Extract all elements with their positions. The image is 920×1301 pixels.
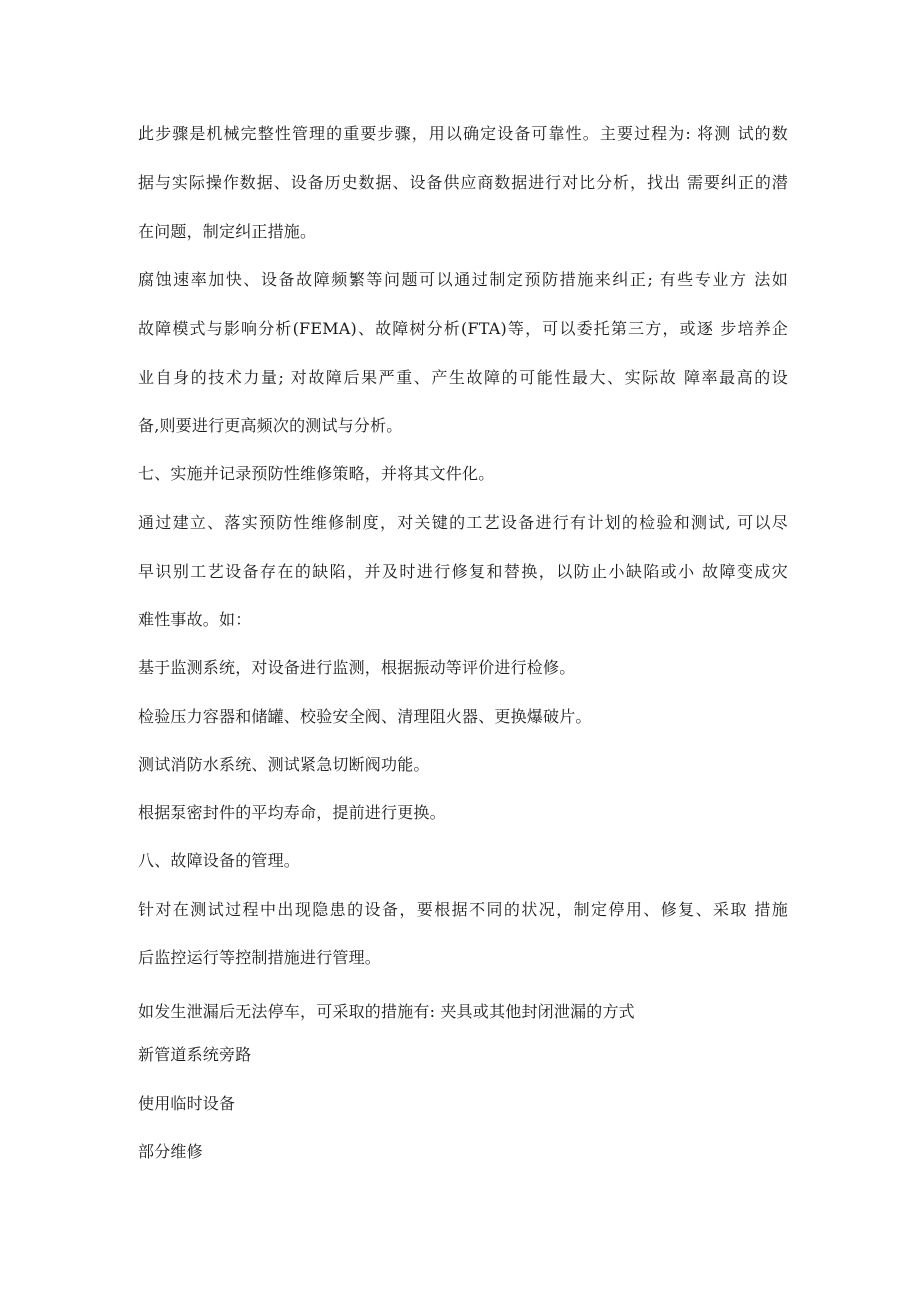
list-item: 根据泵密封件的平均寿命，提前进行更换。 bbox=[138, 803, 446, 822]
paragraph-line: 如发生泄漏后无法停车，可采取的措施有: 夹具或其他封闭泄漏的方式 bbox=[138, 1002, 635, 1021]
section-heading: 八、故障设备的管理。 bbox=[138, 851, 301, 870]
paragraph-line: 此步骤是机械完整性管理的重要步骤，用以确定设备可靠性。主要过程为: 将测 试的数 bbox=[138, 124, 788, 143]
paragraph-line: 故障模式与影响分析(FEMA)、故障树分析(FTA)等，可以委托第三方，或逐 步培养企 bbox=[138, 319, 788, 338]
section-heading: 七、实施并记录预防性维修策略，并将其文件化。 bbox=[138, 464, 495, 483]
paragraph-line: 腐蚀速率加快、设备故障频繁等问题可以通过制定预防措施来纠正; 有些专业方 法如 bbox=[138, 270, 788, 289]
list-item: 基于监测系统，对设备进行监测，根据振动等评价进行检修。 bbox=[138, 658, 576, 677]
paragraph-line: 通过建立、落实预防性维修制度，对关键的工艺设备进行有计划的检验和测试, 可以尽 bbox=[138, 513, 788, 532]
list-item: 新管道系统旁路 bbox=[138, 1045, 252, 1064]
paragraph-line: 备,则要进行更高频次的测试与分析。 bbox=[138, 416, 403, 435]
paragraph-line: 在问题，制定纠正措施。 bbox=[138, 222, 317, 241]
paragraph-line: 后监控运行等控制措施进行管理。 bbox=[138, 948, 382, 967]
paragraph-line: 早识别工艺设备存在的缺陷，并及时进行修复和替换，以防止小缺陷或小 故障变成灾 bbox=[138, 562, 788, 581]
list-item: 使用临时设备 bbox=[138, 1094, 236, 1113]
paragraph-line: 难性事故。如： bbox=[138, 610, 252, 629]
paragraph-line: 据与实际操作数据、设备历史数据、设备供应商数据进行对比分析，找出 需要纠正的潜 bbox=[138, 173, 788, 192]
list-item: 检验压力容器和储罐、校验安全阀、清理阻火器、更换爆破片。 bbox=[138, 707, 592, 726]
paragraph-line: 针对在测试过程中出现隐患的设备，要根据不同的状况，制定停用、修复、采取 措施 bbox=[138, 900, 788, 919]
list-item: 测试消防水系统、测试紧急切断阀功能。 bbox=[138, 755, 430, 774]
paragraph-line: 业自身的技术力量; 对故障后果严重、产生故障的可能性最大、实际故 障率最高的设 bbox=[138, 368, 788, 387]
list-item: 部分维修 bbox=[138, 1142, 203, 1161]
